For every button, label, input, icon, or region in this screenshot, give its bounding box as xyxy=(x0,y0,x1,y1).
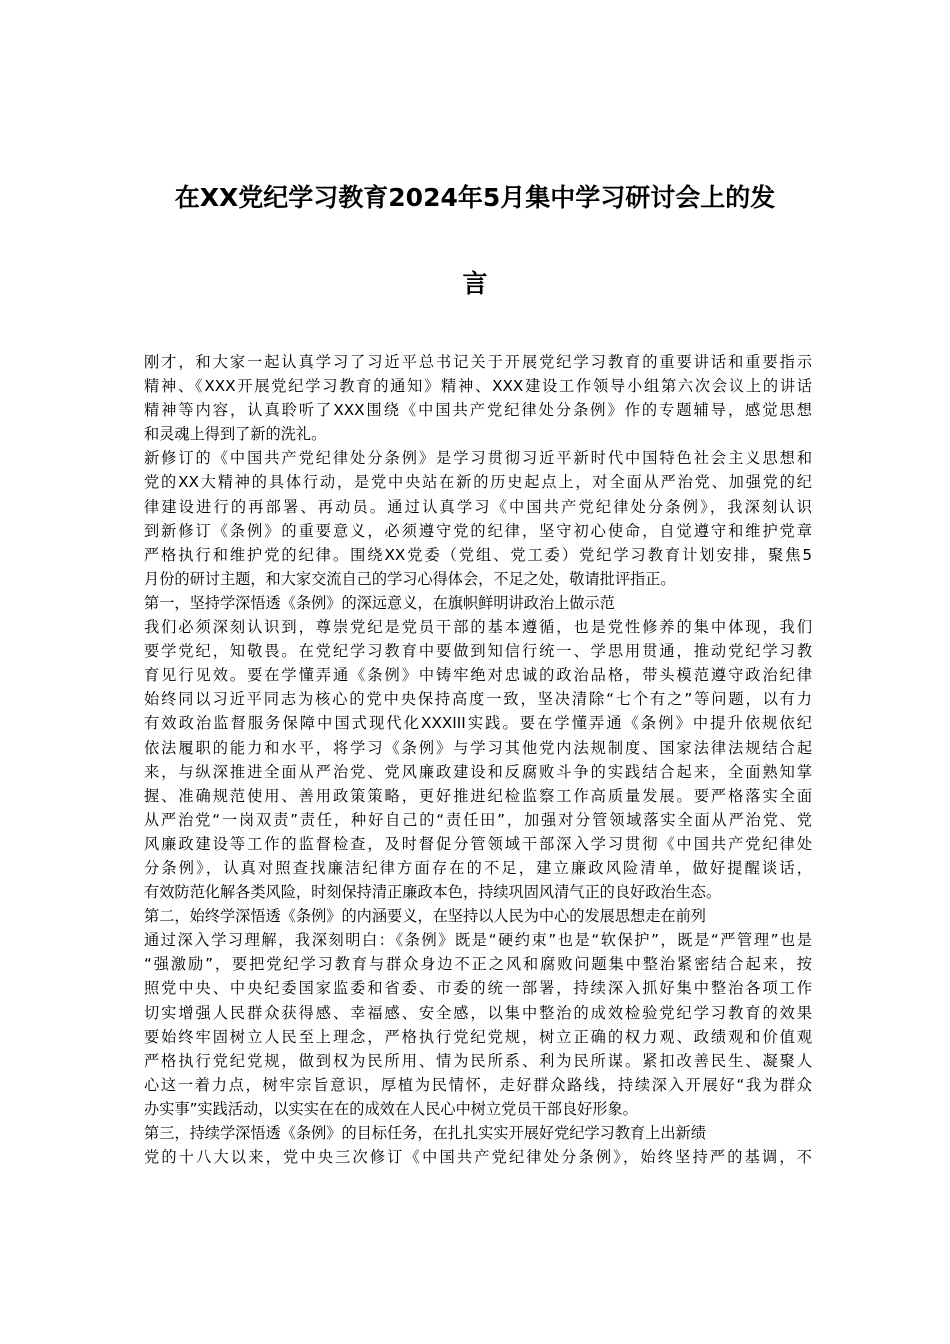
text-line: 照党中央、中央纪委国家监委和省委、市委的统一部署，持续深入抓好集中整治各项工作 xyxy=(144,979,812,998)
text-line: 风廉政建设等工作的监督检查，及时督促分管领域干部深入学习贯彻《中国共产党纪律处 xyxy=(144,834,812,853)
document-title-line-1: 在XX党纪学习教育2024年5月集中学习研讨会上的发 xyxy=(174,183,776,212)
text-line: 刚才，和大家一起认真学习了习近平总书记关于开展党纪学习教育的重要讲话和重要指示 xyxy=(144,353,812,371)
text-line: 从严治党“一岗双责”责任，种好自己的“责任田”，加强对分管领域落实全面从严治党、党 xyxy=(144,810,812,829)
text-line: 依法履职的能力和水平，将学习《条例》与学习其他党内法规制度、国家法律法规结合起 xyxy=(144,738,812,757)
text-line: 切实增强人民群众获得感、幸福感、安全感，以集中整治的成效检验党纪学习教育的效果 xyxy=(144,1003,812,1022)
text-line: 严格执行党纪党规，做到权为民所用、情为民所系、利为民所谋。紧扣改善民生、凝聚人 xyxy=(144,1051,812,1070)
text-line: 精神等内容，认真聆听了XXX围绕《中国共产党纪律处分条例》作的专题辅导，感觉思想 xyxy=(144,401,812,420)
section-heading-1: 第一，坚持学深悟透《条例》的深远意义，在旗帜鲜明讲政治上做示范 xyxy=(144,593,615,612)
text-line: 办实事”实践活动，以实实在在的成效在人民心中树立党员干部良好形象。 xyxy=(144,1099,638,1118)
document-body xyxy=(144,350,812,1169)
text-line: “强激励”，要把党纪学习教育与群众身边不正之风和腐败问题集中整治紧密结合起来，按 xyxy=(144,955,812,974)
text-line: 要学党纪，知敬畏。在党纪学习教育中要做到知信行统一、学思用贯通，推动党纪学习教 xyxy=(144,642,812,661)
text-line: 律建设进行的再部署、再动员。通过认真学习《中国共产党纪律处分条例》，我深刻认识 xyxy=(144,497,812,516)
section-heading-3: 第三，持续学深悟透《条例》的目标任务，在扎扎实实开展好党纪学习教育上出新绩 xyxy=(144,1124,706,1142)
text-line: 党的XX大精神的具体行动，是党中央站在新的历史起点上，对全面从严治党、加强党的纪 xyxy=(144,473,812,492)
text-line: 月份的研讨主题，和大家交流自己的学习心得体会，不足之处，敬请批评指正。 xyxy=(144,569,676,588)
text-line: 握、准确规范使用、善用政策策略，更好推进纪检监察工作高质量发展。要严格落实全面 xyxy=(144,786,812,805)
text-line: 来，与纵深推进全面从严治党、党风廉政建设和反腐败斗争的实践结合起来，全面熟知掌 xyxy=(144,762,812,781)
text-line: 和灵魂上得到了新的洗礼。 xyxy=(144,425,327,444)
text-line: 严格执行和维护党的纪律。围绕XX党委（党组、党工委）党纪学习教育计划安排，聚焦5 xyxy=(144,545,812,564)
document-title-line-2: 言 xyxy=(462,269,488,298)
text-line: 到新修订《条例》的重要意义，必须遵守党的纪律，坚守初心使命，自觉遵守和维护党章 xyxy=(144,521,812,540)
text-line: 有效政治监督服务保障中国式现代化XXXIII实践。要在学懂弄通《条例》中提升依规依纪 xyxy=(144,714,812,733)
text-line: 分条例》，认真对照查找廉洁纪律方面存在的不足，建立廉政风险清单，做好提醒谈话， xyxy=(144,858,812,877)
text-line: 新修订的《中国共产党纪律处分条例》是学习贯彻习近平新时代中国特色社会主义思想和 xyxy=(144,449,812,468)
text-line: 心这一着力点，树牢宗旨意识，厚植为民情怀，走好群众路线，持续深入开展好“我为群众 xyxy=(144,1075,812,1094)
text-line: 我们必须深刻认识到，尊崇党纪是党员干部的基本遵循，也是党性修养的集中体现，我们 xyxy=(144,618,812,637)
text-line: 始终同以习近平同志为核心的党中央保持高度一致，坚决清除“七个有之”等问题，以有力 xyxy=(144,690,812,709)
text-line: 精神、《XXX开展党纪学习教育的通知》精神、XXX建设工作领导小组第六次会议上的讲话 xyxy=(144,377,812,396)
section-heading-2: 第二，始终学深悟透《条例》的内涵要义，在坚持以人民为中心的发展思想走在前列 xyxy=(144,907,706,926)
text-line: 党的十八大以来，党中央三次修订《中国共产党纪律处分条例》，始终坚持严的基调，不 xyxy=(144,1148,812,1167)
text-line: 育见行见效。要在学懂弄通《条例》中铸牢绝对忠诚的政治品格，带头模范遵守政治纪律 xyxy=(144,666,812,685)
text-line: 有效防范化解各类风险，时刻保持清正廉政本色，持续巩固风清气正的良好政治生态。 xyxy=(144,883,722,902)
text-line: 通过深入学习理解，我深刻明白：《条例》既是“硬约束”也是“软保护”，既是“严管理”也是 xyxy=(144,931,812,950)
text-line: 要始终牢固树立人民至上理念，严格执行党纪党规，树立正确的权力观、政绩观和价值观 xyxy=(144,1027,812,1046)
